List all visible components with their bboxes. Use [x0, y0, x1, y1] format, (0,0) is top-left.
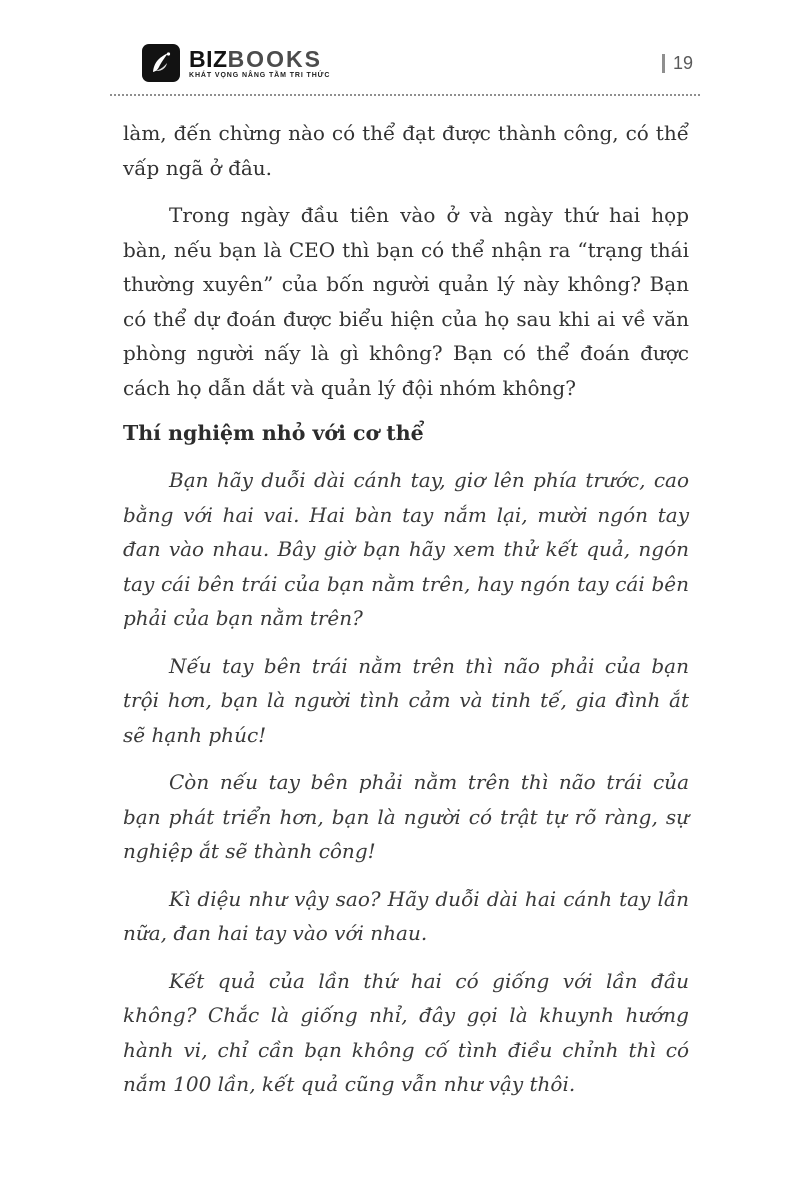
brand-tagline: KHÁT VỌNG NÂNG TẦM TRI THỨC	[189, 72, 331, 79]
page-content	[123, 116, 689, 1115]
page-number-value: 19	[672, 52, 693, 73]
page-number-bar	[662, 54, 665, 73]
paragraph: Trong ngày đầu tiên vào ở và ngày thứ hai họp bàn, nếu bạn là CEO thì bạn có thể nhận ra “trạng thái thường xuyên” của bốn người quản lý này không? Bạn có thể dự đoán được biểu hiện của họ sau khi ai về văn phòng người nấy là gì không? Bạn có thể đoán được cách họ dẫn dắt và quản lý đội nhóm không?	[123, 203, 689, 400]
paragraph: Còn nếu tay bên phải nằm trên thì não trái của bạn phát triển hơn, bạn là người có trật tự rõ ràng, sự nghiệp ắt sẽ thành công!	[123, 770, 689, 863]
brand-name	[189, 47, 330, 71]
paragraph: Bạn hãy duỗi dài cánh tay, giơ lên phía trước, cao bằng với hai vai. Hai bàn tay nắm lại, mười ngón tay đan vào nhau. Bây giờ bạn hãy xem thử kết quả, ngón tay cái bên trái của bạn nằm trên, hay ngón tay cái bên phải của bạn nằm trên?	[123, 468, 689, 630]
bizbooks-logo-text	[189, 47, 330, 79]
bizbooks-logo-icon	[141, 43, 181, 83]
bizbooks-logo	[141, 43, 330, 83]
page-number	[662, 53, 693, 74]
brand-biz: BIZ	[189, 46, 228, 72]
brand-books: BOOKS	[227, 46, 322, 72]
paragraph: làm, đến chừng nào có thể đạt được thành công, có thể vấp ngã ở đâu.	[123, 121, 689, 180]
section-heading: Thí nghiệm nhỏ với cơ thể	[123, 421, 424, 445]
header-divider	[110, 94, 700, 96]
page-header	[123, 40, 693, 86]
paragraph: Kì diệu như vậy sao? Hãy duỗi dài hai cánh tay lần nữa, đan hai tay vào với nhau.	[123, 886, 689, 945]
paragraph: Nếu tay bên trái nằm trên thì não phải của bạn trội hơn, bạn là người tình cảm và tinh tế, gia đình ắt sẽ hạnh phúc!	[123, 653, 689, 747]
paragraph: Kết quả của lần thứ hai có giống với lần đầu không? Chắc là giống nhỉ, đây gọi là khuynh hướng hành vi, chỉ cần bạn không cố tình điều chỉnh thì có nắm 100 lần, kết quả cũng vẫn như vậy thôi.	[123, 968, 689, 1096]
